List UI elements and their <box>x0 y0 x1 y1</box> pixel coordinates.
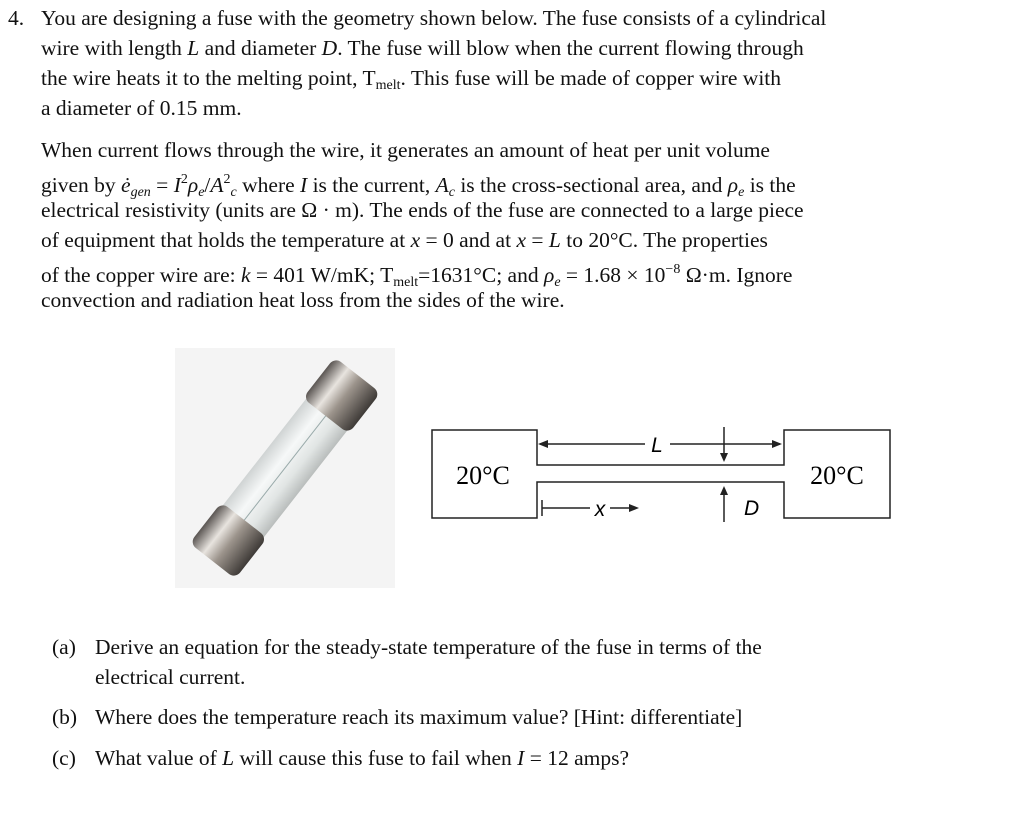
text-segment: = 12 amps? <box>524 746 630 770</box>
text-segment: c <box>230 185 237 200</box>
text-segment: ρ <box>187 173 199 197</box>
part-question-line <box>95 702 742 732</box>
left-temperature: 20°C <box>456 461 510 490</box>
text-segment: = <box>150 173 174 197</box>
right-temperature: 20°C <box>810 461 864 490</box>
text-segment: convection and radiation heat loss from the sides of the wire. <box>41 288 565 312</box>
problem-statement-line <box>41 33 804 63</box>
text-segment: L <box>222 746 235 770</box>
text-segment: ρ <box>727 173 739 197</box>
problem-statement-line <box>41 93 242 123</box>
arrow-left-icon <box>538 440 548 448</box>
length-label: L <box>651 434 663 457</box>
text-segment: to 20°C. The properties <box>560 228 768 252</box>
text-segment: melt <box>375 78 401 93</box>
text-segment: gen <box>130 185 151 200</box>
problem-details-line <box>41 225 768 255</box>
part-label: (c) <box>52 746 76 770</box>
text-segment: x <box>516 228 526 252</box>
text-segment: When current flows through the wire, it generates an amount of heat per unit volume <box>41 138 770 162</box>
text-segment: Ω·m. Ignore <box>680 263 793 287</box>
text-segment: e <box>198 185 205 200</box>
arrow-right-icon <box>772 440 782 448</box>
text-segment: −8 <box>665 262 681 277</box>
text-segment: and diameter <box>199 36 322 60</box>
fuse-geometry-diagram <box>420 420 900 530</box>
problem-number: 4. <box>8 6 25 30</box>
x-label: x <box>594 498 606 521</box>
text-segment: =1631°C; and <box>418 263 544 287</box>
text-segment: = 0 and at <box>420 228 517 252</box>
text-segment: Where does the temperature reach its maximum value? [Hint: differentiate] <box>95 705 743 729</box>
part-label: (b) <box>52 705 78 729</box>
text-segment: A <box>210 173 224 197</box>
diameter-label: D <box>744 497 760 520</box>
text-segment: ė <box>121 173 131 197</box>
text-segment: . The fuse will blow when the current flowing through <box>337 36 804 60</box>
part-question-line <box>95 662 245 692</box>
text-segment: I <box>300 173 308 197</box>
text-segment: melt <box>393 275 419 290</box>
part-question-line <box>95 632 762 662</box>
arrow-right-icon <box>629 504 639 512</box>
text-segment: e <box>554 275 561 290</box>
text-segment: x <box>410 228 421 252</box>
problem-details-line <box>41 285 565 315</box>
text-segment: L <box>548 228 561 252</box>
text-segment: will cause this fuse to fail when <box>234 746 518 770</box>
arrow-up-icon <box>720 486 728 495</box>
text-segment: D <box>321 36 338 60</box>
fuse-photo <box>175 348 395 588</box>
text-segment: I <box>173 173 181 197</box>
part-label: (a) <box>52 635 76 659</box>
text-segment: = <box>525 228 549 252</box>
problem-statement-line <box>41 3 826 33</box>
problem-details-line <box>41 135 770 165</box>
text-segment: c <box>448 185 455 200</box>
text-segment: / <box>204 173 211 197</box>
text-segment: L <box>187 36 200 60</box>
text-segment: wire with length <box>41 36 188 60</box>
part-question-line <box>95 743 629 773</box>
text-segment: a diameter of 0.15 mm. <box>41 96 242 120</box>
arrow-down-icon <box>720 453 728 462</box>
text-segment: A <box>435 173 449 197</box>
text-segment: electrical resistivity (units are Ω · m). The ends of the fuse are connected to a large piece <box>41 198 804 222</box>
text-segment: is the <box>744 173 796 197</box>
text-segment: electrical current. <box>95 665 246 689</box>
text-segment: k <box>240 263 251 287</box>
text-segment: = 1.68 × 10 <box>560 263 666 287</box>
text-segment: the wire heats it to the melting point, T <box>41 66 376 90</box>
text-segment: Derive an equation for the steady-state temperature of the fuse in terms of the <box>95 635 762 659</box>
text-segment: is the cross-sectional area, and <box>454 173 728 197</box>
text-segment: 2 <box>223 172 231 187</box>
text-segment: = 401 W/mK; T <box>250 263 394 287</box>
text-segment: I <box>517 746 525 770</box>
text-segment: You are designing a fuse with the geometry shown below. The fuse consists of a cylindrical <box>41 6 827 30</box>
text-segment: e <box>738 185 745 200</box>
text-segment: of the copper wire are: <box>41 263 241 287</box>
text-segment: What value of <box>95 746 223 770</box>
text-segment: where <box>236 173 301 197</box>
text-segment: 2 <box>180 172 188 187</box>
text-segment: is the current, <box>307 173 436 197</box>
text-segment: given by <box>41 173 122 197</box>
text-segment: . This fuse will be made of copper wire with <box>400 66 782 90</box>
problem-details-line <box>41 195 804 225</box>
text-segment: ρ <box>543 263 555 287</box>
text-segment: of equipment that holds the temperature at <box>41 228 411 252</box>
